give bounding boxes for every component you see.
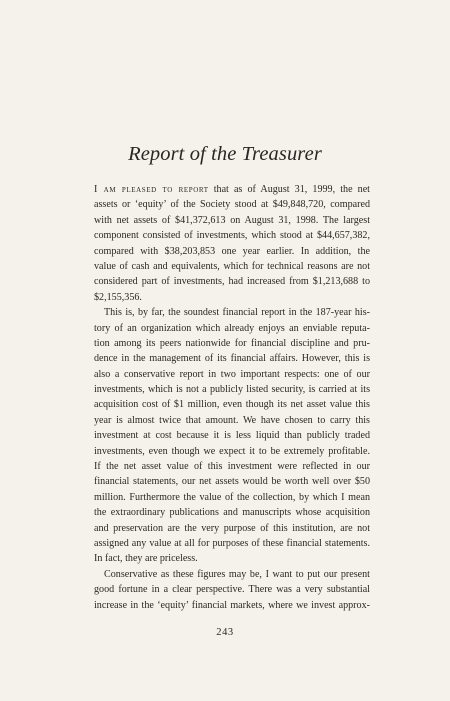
- text-line: with net assets of $41,372,613 on August 31, 1998. The largest: [94, 214, 370, 226]
- text-line: investments, which is not a publicly listed security, is carried at its: [94, 384, 370, 396]
- page-title: Report of the Treasurer: [128, 143, 322, 165]
- text-line: year is almost twice that amount. We have chosen to carry this: [94, 414, 370, 426]
- text-line: and preservation are the very purpose of this institution, are not: [94, 522, 370, 534]
- text-line: assets or ‘equity’ of the Society stood at $49,848,720, compared: [94, 199, 370, 211]
- text-line: In fact, they are priceless.: [94, 553, 198, 565]
- text-line: million. Furthermore the value of the collection, by which I mean: [94, 491, 370, 503]
- text-line: the extraordinary publications and manuscripts whose acquisition: [94, 507, 370, 519]
- text-line: component consisted of investments, which stood at $44,657,382,: [94, 230, 370, 242]
- lead-in: I am pleased to report: [94, 184, 209, 195]
- text-line: acquisition cost of $1 million, even though its net asset value this: [94, 399, 370, 411]
- text-line: investment at cost because it is less liquid than publicly traded: [94, 430, 370, 442]
- text-line: financial statements, our net assets would be worth well over $50: [94, 476, 370, 488]
- text-line: good fortune in a clear perspective. There was a very substantial: [94, 584, 370, 596]
- text-line: dence in the management of its financial affairs. However, this is: [94, 353, 370, 365]
- paragraph-1: [94, 182, 370, 305]
- text-line: Conservative as these figures may be, I want to put our present: [104, 568, 370, 580]
- text-line: $2,155,356.: [94, 291, 142, 303]
- text-line: This is, by far, the soundest financial report in the 187-year his-: [104, 307, 370, 319]
- paragraph-3: [94, 567, 370, 613]
- text-line: also a conservative report in two important respects: one of our: [94, 368, 370, 380]
- text-line: value of cash and equivalents, which for technical reasons are not: [94, 260, 370, 272]
- text-line: compared with $38,203,853 one year earlier. In addition, the: [94, 245, 370, 257]
- page-number: 243: [216, 627, 234, 638]
- text-line: If the net asset value of this investment were reflected in our: [94, 461, 370, 473]
- text-line: considered part of investments, had increased from $1,213,688 to: [94, 276, 370, 288]
- text-line: assigned any value at all for purposes of these financial statements.: [94, 537, 370, 549]
- paragraph-2: [94, 305, 370, 567]
- text-line: I am pleased to report that as of August 31, 1999, the net: [94, 184, 370, 195]
- text-line: tory of an organization which already enjoys an enviable reputa-: [94, 322, 370, 334]
- text-line: investments, even though we expect it to be extremely profitable.: [94, 445, 370, 457]
- body-text: [94, 182, 370, 613]
- text-line: tion among its peers nationwide for financial discipline and pru-: [94, 337, 370, 349]
- text-line: increase in the ‘equity’ financial markets, where we invest approx-: [94, 599, 370, 611]
